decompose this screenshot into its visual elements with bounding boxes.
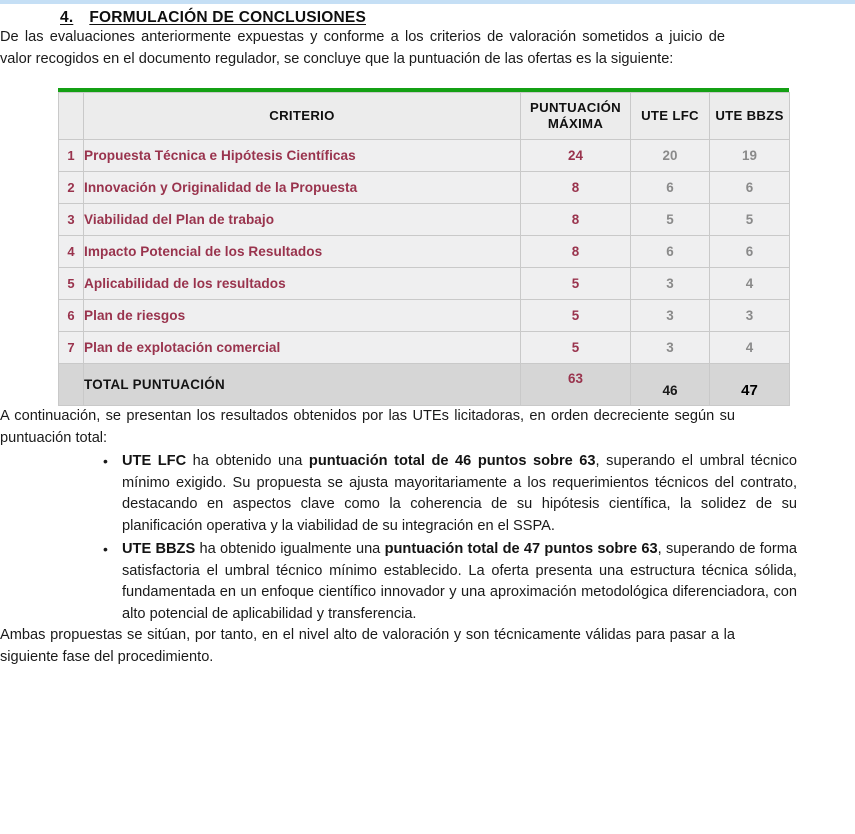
column-header-max-score xyxy=(521,93,631,140)
row-score-ute-lfc: 3 xyxy=(631,268,710,300)
row-criterion: Propuesta Técnica e Hipótesis Científicas xyxy=(84,140,521,172)
document-page xyxy=(0,4,855,668)
row-score-ute-lfc: 5 xyxy=(631,204,710,236)
finding-text-a: ha obtenido igualmente una xyxy=(195,541,385,557)
row-score-ute-bbzs: 5 xyxy=(710,204,790,236)
scores-table-body xyxy=(59,140,790,406)
max-score-line2: MÁXIMA xyxy=(547,116,604,131)
finding-entity: UTE LFC xyxy=(122,453,187,469)
table-row xyxy=(59,172,790,204)
page-title: FORMULACIÓN DE CONCLUSIONES xyxy=(89,9,366,26)
row-criterion: Innovación y Originalidad de la Propuesta xyxy=(84,172,521,204)
row-score-ute-lfc: 3 xyxy=(631,300,710,332)
total-score-ute-bbzs: 47 xyxy=(710,364,790,406)
closing-paragraph: Ambas propuestas se sitúan, por tanto, en el nivel alto de valoración y son técnicamente válidas para pasar a la siguiente fase del procedimiento. xyxy=(0,627,735,665)
row-criterion: Viabilidad del Plan de trabajo xyxy=(84,204,521,236)
total-max-score: 63 xyxy=(521,364,631,406)
row-score-ute-bbzs: 19 xyxy=(710,140,790,172)
row-score-ute-bbzs: 4 xyxy=(710,268,790,300)
row-number: 3 xyxy=(59,204,84,236)
table-header-row xyxy=(59,93,790,140)
row-number: 5 xyxy=(59,268,84,300)
row-score-ute-lfc: 20 xyxy=(631,140,710,172)
total-row-number xyxy=(59,364,84,406)
row-score-ute-lfc: 6 xyxy=(631,236,710,268)
section-heading xyxy=(60,9,855,27)
scores-table-container xyxy=(58,88,789,406)
finding-text-a: ha obtenido una xyxy=(186,453,309,469)
row-criterion: Aplicabilidad de los resultados xyxy=(84,268,521,300)
table-row xyxy=(59,204,790,236)
row-max-score: 5 xyxy=(521,268,631,300)
row-max-score: 24 xyxy=(521,140,631,172)
finding-entity: UTE BBZS xyxy=(122,541,196,557)
column-header-ute-bbzs: UTE BBZS xyxy=(710,93,790,140)
after-table-paragraph: A continuación, se presentan los resultados obtenidos por las UTEs licitadoras, en orden decreciente según su puntuación total: xyxy=(0,408,735,446)
finding-score-highlight: puntuación total de 46 puntos sobre 63 xyxy=(308,453,596,469)
max-score-line1: PUNTUACIÓN xyxy=(530,100,621,115)
row-criterion: Plan de explotación comercial xyxy=(84,332,521,364)
row-number: 4 xyxy=(59,236,84,268)
row-score-ute-lfc: 6 xyxy=(631,172,710,204)
scores-table-head xyxy=(59,93,790,140)
list-item xyxy=(62,451,797,537)
row-max-score: 8 xyxy=(521,236,631,268)
row-max-score: 5 xyxy=(521,332,631,364)
findings-list xyxy=(62,451,797,625)
intro-paragraph: De las evaluaciones anteriormente expuestas y conforme a los criterios de valoración sometidos a juicio de valor recogidos en el documento regulador, se concluye que la puntuación de las ofertas es la siguiente: xyxy=(0,29,725,67)
row-max-score: 8 xyxy=(521,204,631,236)
finding-text-b: , superando el umbral técnico mínimo exigido. Su propuesta se ajusta mayoritariamente a los requerimientos técnicos del contrato, destacando en aspectos clave como la coherencia de su hipótesis científica, la solidez de su planificación operativa y la viabilidad de su integración en el SSPA. xyxy=(122,453,797,534)
row-number: 6 xyxy=(59,300,84,332)
finding-text-b: , superando de forma satisfactoria el umbral técnico mínimo establecido. La oferta presenta una estructura técnica sólida, fundamentada en un enfoque científico innovador y una aproximación metodológica diferenciadora, con alto potencial de aplicabilidad y transferencia. xyxy=(122,541,798,622)
row-max-score: 8 xyxy=(521,172,631,204)
list-item xyxy=(62,539,797,625)
row-number: 7 xyxy=(59,332,84,364)
row-number: 1 xyxy=(59,140,84,172)
row-score-ute-bbzs: 6 xyxy=(710,236,790,268)
row-score-ute-bbzs: 3 xyxy=(710,300,790,332)
table-row xyxy=(59,236,790,268)
column-header-ute-lfc: UTE LFC xyxy=(631,93,710,140)
table-row xyxy=(59,300,790,332)
table-row xyxy=(59,140,790,172)
row-score-ute-bbzs: 6 xyxy=(710,172,790,204)
column-header-rownum xyxy=(59,93,84,140)
table-row xyxy=(59,332,790,364)
table-total-row xyxy=(59,364,790,406)
row-score-ute-lfc: 3 xyxy=(631,332,710,364)
row-criterion: Plan de riesgos xyxy=(84,300,521,332)
row-number: 2 xyxy=(59,172,84,204)
section-number: 4. xyxy=(60,9,74,26)
table-row xyxy=(59,268,790,300)
scores-table xyxy=(58,92,790,406)
total-score-ute-lfc: 46 xyxy=(631,364,710,406)
total-label: TOTAL PUNTUACIÓN xyxy=(84,364,521,406)
row-criterion: Impacto Potencial de los Resultados xyxy=(84,236,521,268)
row-max-score: 5 xyxy=(521,300,631,332)
finding-score-highlight: puntuación total de 47 puntos sobre 63 xyxy=(384,541,658,557)
row-score-ute-bbzs: 4 xyxy=(710,332,790,364)
column-header-criterion: CRITERIO xyxy=(84,93,521,140)
